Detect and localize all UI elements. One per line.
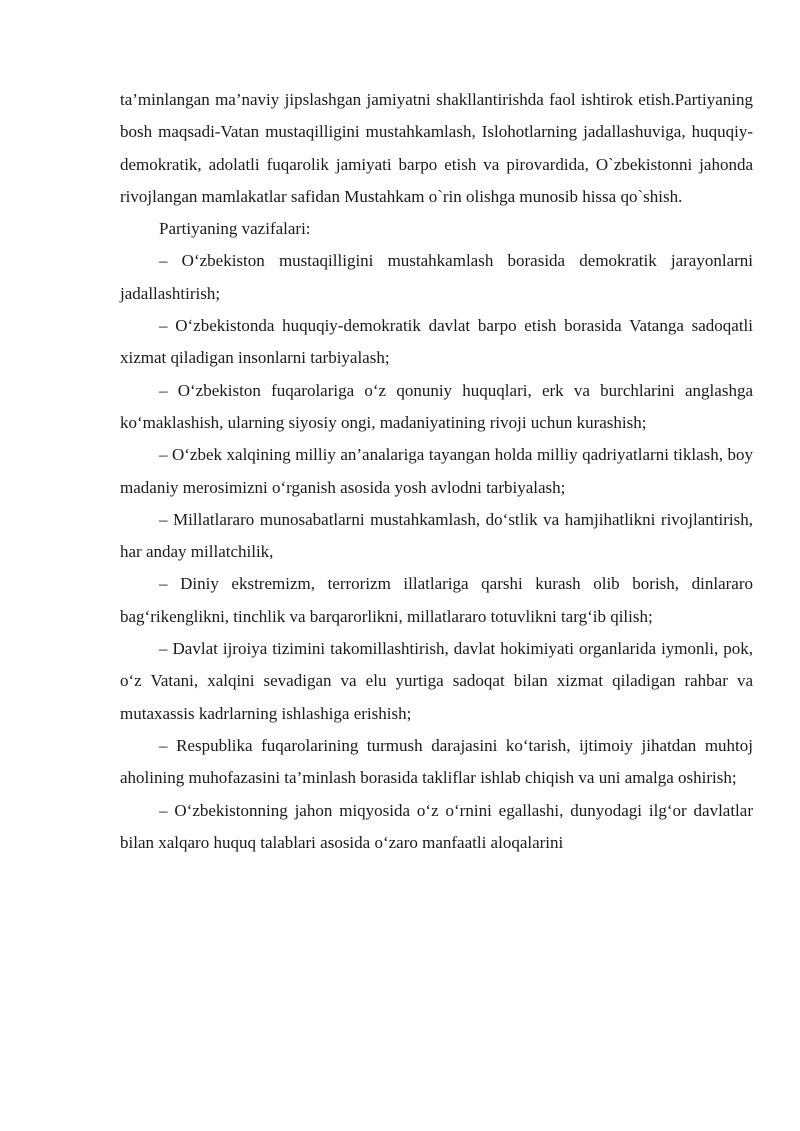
task-item: – O‘zbek xalqining milliy an’analariga tayangan holda milliy qadriyatlarni tiklash, boy madaniy merosimizni o‘rganish asosida yosh avlodni tarbiyalash; (120, 445, 753, 497)
task-item: – O‘zbekiston fuqarolariga o‘z qonuniy huquqlari, erk va burchlarini anglashga ko‘maklashish, ularning siyosiy ongi, madaniyatining rivoji uchun kurashish; (120, 380, 753, 432)
task-item: – Diniy ekstremizm, terrorizm illatlariga qarshi kurash olib borish, dinlararo bag‘rikenglikni, tinchlik va barqarorlikni, millatlararo totuvlikni targ‘ib qilish; (120, 574, 753, 626)
task-item: – Millatlararo munosabatlarni mustahkamlash, do‘stlik va hamjihatlikni rivojlantirish, har anday millatchilik, (120, 509, 753, 562)
task-item: – O‘zbekistonda huquqiy-demokratik davlat barpo etish borasida Vatanga sadoqatli xizmat qiladigan insonlarni tarbiyalash; (120, 316, 753, 368)
tasks-heading: Partiyaning vazifalari: (159, 219, 311, 239)
intro-paragraph: ta’minlangan ma’naviy jipslashgan jamiyatni shakllantirishda faol ishtirok etish.Partiyaning bosh maqsadi-Vatan mustaqilligini mustahkamlash, Islohotlarning jadallashuviga, huquqiy-demokratik, adolatli fuqarolik jamiyati barpo etish va pirovardida, O`zbekistonni jahonda rivojlangan mamlakatlar safidan Mustahkam o`rin olishga munosib hissa qo`shish. (120, 90, 753, 206)
document-page (120, 84, 753, 859)
task-item: – Respublika fuqarolarining turmush darajasini ko‘tarish, ijtimoiy jihatdan muhtoj aholining muhofazasini ta’minlash borasida takliflar ishlab chiqish va uni amalga oshirish; (120, 735, 753, 788)
task-item: – Davlat ijroiya tizimini takomillashtirish, davlat hokimiyati organlarida iymonli, pok, o‘z Vatani, xalqini sevadigan va elu yurtiga sadoqat bilan xizmat qiladigan rahbar va mutaxassis kadrlarning ishlashiga erishish; (120, 639, 753, 723)
task-item: – O‘zbekiston mustaqilligini mustahkamlash borasida demokratik jarayonlarni jadallashtirish; (120, 251, 753, 303)
task-item: – O‘zbekistonning jahon miqyosida o‘z o‘rnini egallashi, dunyodagi ilg‘or davlatlar bilan xalqaro huquq talablari asosida o‘zaro manfaatli aloqalarini (120, 800, 753, 852)
